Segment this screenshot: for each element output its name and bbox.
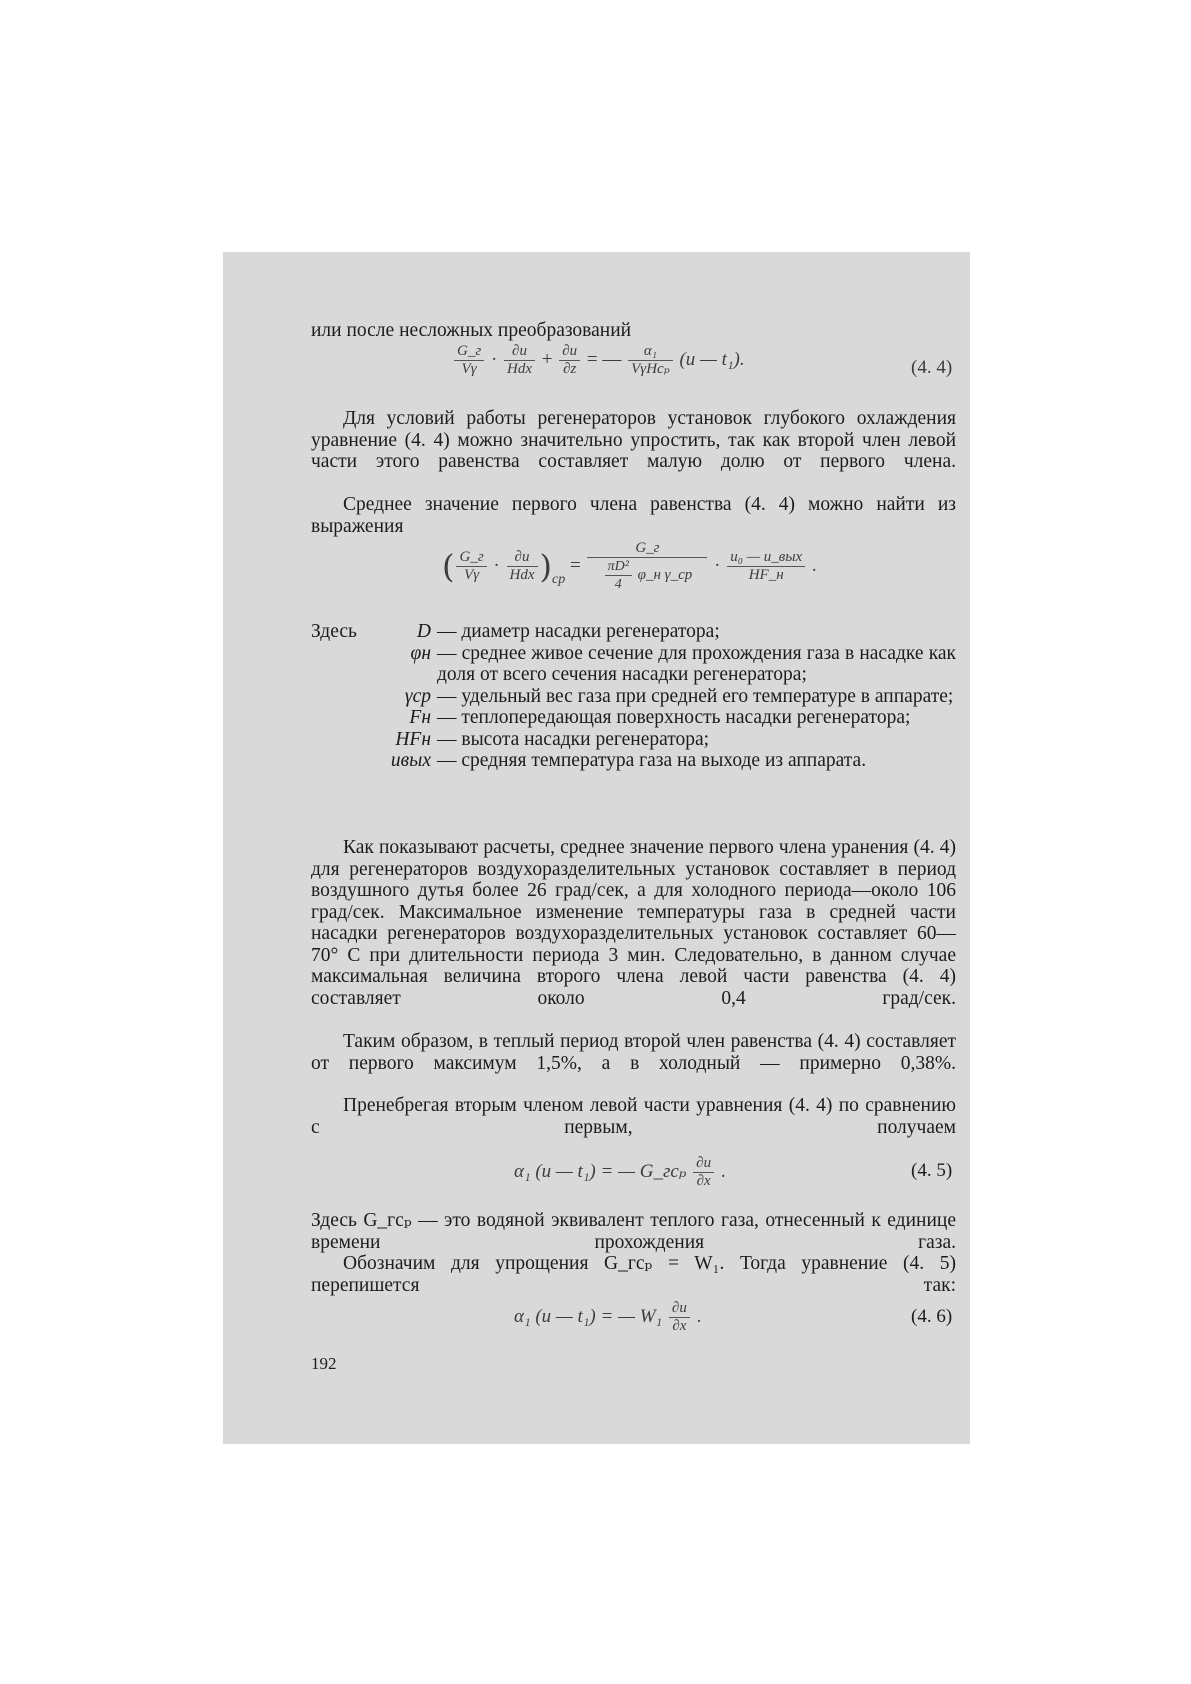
definition-item: HFн — высота насадки регенератора; — [395, 728, 710, 750]
rhs-tail: (u — t₁). — [679, 348, 745, 370]
subscript-sr: ср — [551, 571, 566, 587]
frac-gg-vgamma-2: $\frac{G\_г}{V\gamma}$ — [456, 549, 486, 584]
paragraph-5: Пренебрегая вторым членом левой части уравнения (4. 4) по сравнению с первым, получаем — [311, 1095, 956, 1138]
paragraph-7: Обозначим для упрощения G_гcₚ = W₁. Тогда уравнение (4. 5) перепишется так: — [311, 1253, 956, 1296]
definition-item: γср — удельный вес газа при средней его температуре в аппарате; — [404, 685, 954, 707]
equation-number-4-5: (4. 5) — [911, 1160, 953, 1181]
paragraph-3: Как показывают расчеты, среднее значение первого члена уранения (4. 4) для регенераторов воздухоразделительных установок составляет в период воздушного дутья более 26 град/сек, а для холодного периода—около 106 град/сек. Максимальное изменение температуры газа в средней части насадки регенераторов воздухоразделительных установок составляет 60—70° С при длительности периода 3 мин. Следовательно, в данном случае максимальная величина второго члена левой части равенства (4. 4) составляет около 0,4 град/сек. — [311, 837, 956, 1009]
frac-du-hdx: $\frac{\partial u}{\text{Hdx}}$ — [504, 343, 535, 378]
paragraph-1: Для условий работы регенераторов установок глубокого охлаждения уравнение (4. 4) можно значительно упростить, так как второй член левой части этого равенства составляет малую долю от первого члена. — [311, 408, 956, 472]
equation-mean-value: ( $\frac{G\_г}{V\gamma}$ · $\frac{\partial u}{\text{Hdx}}$ )$_{ср}$ = G_г $\frac{\text{πD²}}{4}$ φ_н γ_ср · $\frac{\text{u₀ — u\_вых}}{HF\_н}$ . — [442, 540, 817, 592]
paragraph-2: Среднее значение первого члена равенства (4. 4) можно найти из выражения — [311, 494, 956, 537]
definition-item: uвых — средняя температура газа на выходе из аппарата. — [390, 750, 867, 771]
equation-number-4-6: (4. 6) — [911, 1306, 953, 1327]
frac-du-dx: $\frac{\partial u}{\partial x}$ — [693, 1155, 714, 1190]
equation-number-4-4: (4. 4) — [911, 357, 953, 378]
equation-4-5: α₁ (u — t₁) = — G_гcₚ $\frac{\partial u}{\partial x}$ . — [514, 1155, 726, 1189]
definition-item: φн — среднее живое сечение для прохождения газа в насадке как доля от всего сечения насадки регенератора; — [410, 642, 956, 685]
paragraph-6: Здесь G_гcₚ — это водяной эквивалент теплого газа, отнесенный к единице времени прохождения газа. — [311, 1210, 956, 1253]
definition-item: Здесь D — диаметр насадки регенератора; — [311, 621, 720, 642]
frac-gg-vgamma: $\frac{G\_г}{V\gamma}$ — [454, 343, 484, 378]
paragraph-4: Таким образом, в теплый период второй член равенства (4. 4) составляет от первого максимум 1,5%, а в холодный — примерно 0,38%. — [311, 1031, 956, 1074]
page-number: 192 — [311, 1354, 337, 1373]
frac-gg-area: G_г $\frac{\text{πD²}}{4}$ φ_н γ_ср — [587, 540, 707, 593]
equation-4-4: $\frac{G\_г}{V\gamma}$ · $\frac{\partial u}{\text{Hdx}}$ + $\frac{\partial u}{\partial z}$ = — $\frac{\text{α₁}}{\text{VγHcₚ}}$ (u — t₁). — [452, 343, 745, 378]
frac-alpha-rhs: $\frac{\text{α₁}}{\text{VγHcₚ}}$ — [628, 343, 673, 378]
frac-du-dx-2: $\frac{\partial u}{\partial x}$ — [669, 1300, 690, 1335]
frac-du-dz: $\frac{\partial u}{\partial z}$ — [559, 343, 580, 378]
frac-temp-diff: $\frac{\text{u₀ — u\_вых}}{HF\_н}$ — [727, 549, 805, 584]
equation-4-6: α₁ (u — t₁) = — W₁ $\frac{\partial u}{\partial x}$ . — [514, 1300, 702, 1334]
intro-line: или после несложных преобразований — [311, 320, 632, 341]
definition-item: Fн — теплопередающая поверхность насадки регенератора; — [409, 707, 911, 728]
frac-du-hdx-2: $\frac{\partial u}{\text{Hdx}}$ — [507, 549, 538, 584]
definitions-list — [311, 621, 956, 772]
